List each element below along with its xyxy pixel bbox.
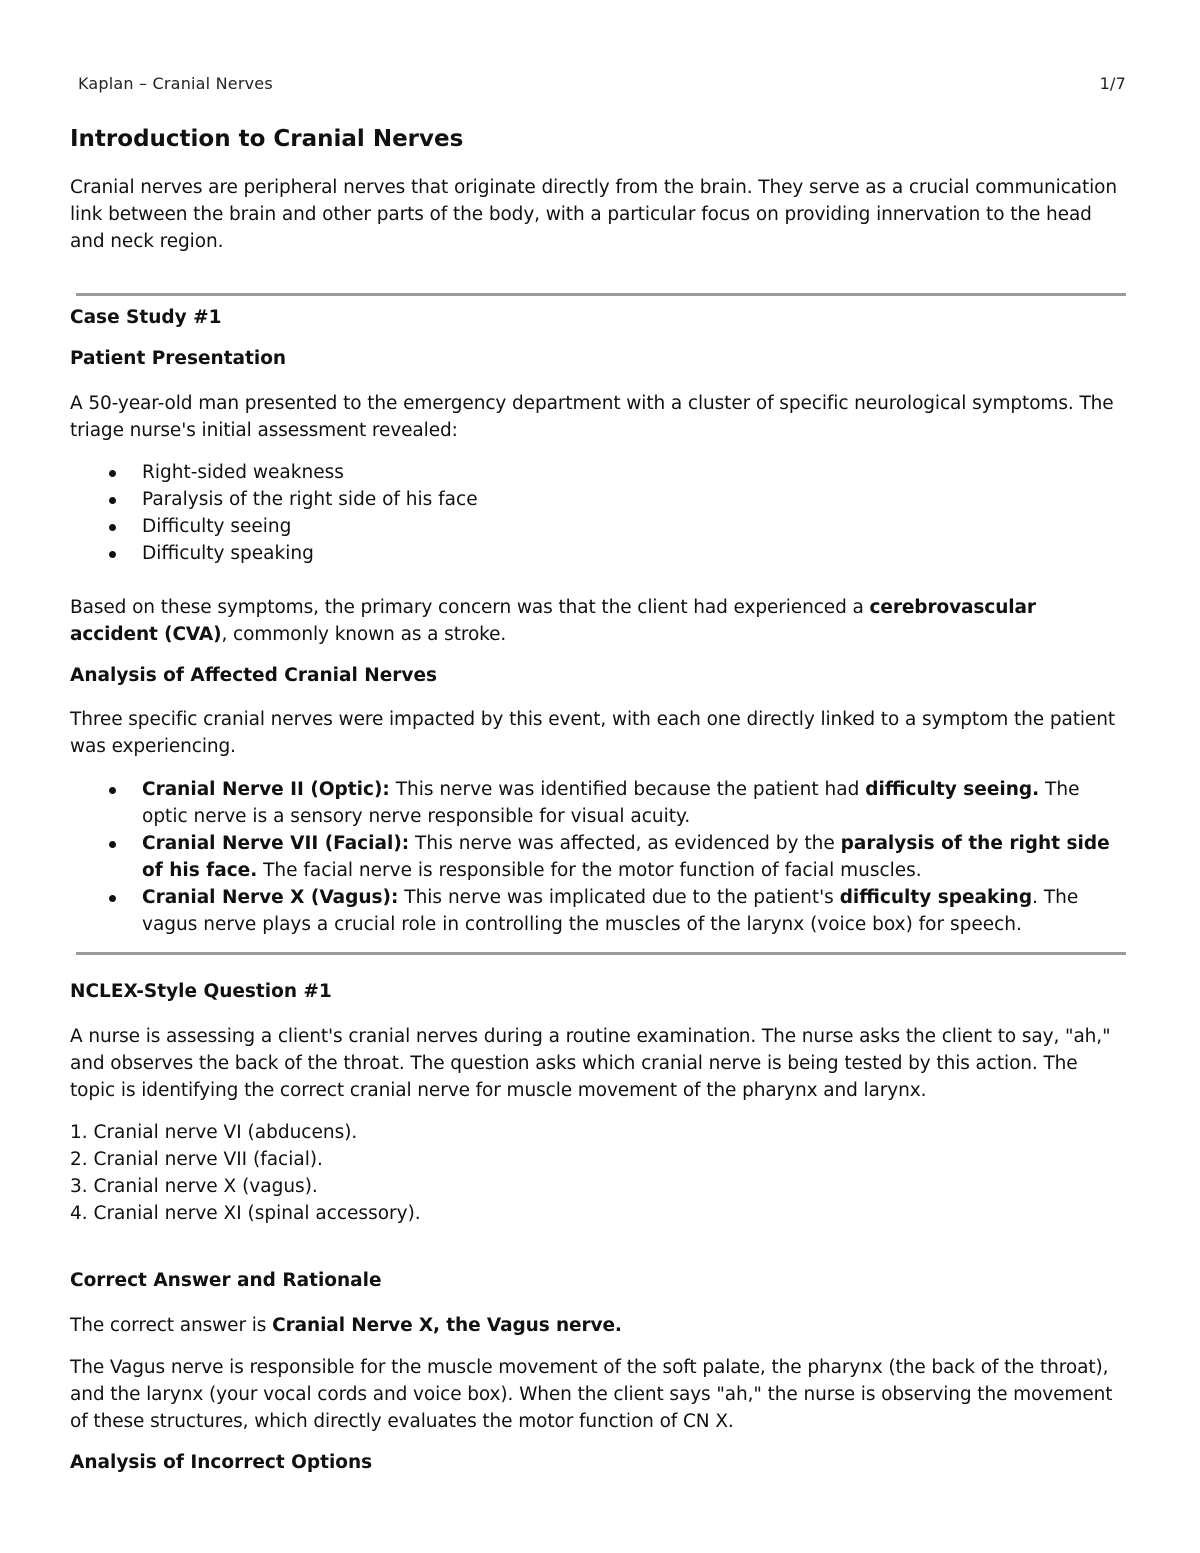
incorrect-options-heading: Analysis of Incorrect Options	[70, 1452, 373, 1473]
correct-answer-line: The correct answer is Cranial Nerve X, the Vagus nerve.	[70, 1315, 622, 1336]
nerve-list	[70, 776, 1126, 938]
bullet-icon	[109, 497, 116, 504]
header-doc-title: Kaplan – Cranial Nerves	[78, 74, 273, 93]
bullet-icon	[109, 470, 116, 477]
cva-term: cerebrovascular accident (CVA)	[70, 597, 1036, 645]
intro-paragraph: Cranial nerves are peripheral nerves that originate directly from the brain. They serve as a crucial communication link between the brain and other parts of the body, with a particular focus on providing innervation to the head and neck region.	[70, 177, 1117, 252]
header-page-number: 1/7	[1099, 74, 1126, 93]
section-divider	[76, 293, 1126, 296]
rationale-paragraph: The Vagus nerve is responsible for the muscle movement of the soft palate, the pharynx (the back of the throat), and the larynx (your vocal cords and voice box). When the client says "ah," the nurse is observing the movement of these structures, which directly evaluates the motor function of CN X.	[70, 1357, 1113, 1432]
case-study-heading: Case Study #1	[70, 307, 222, 328]
bullet-icon	[109, 841, 116, 848]
list-item: Cranial Nerve VII (Facial): This nerve was affected, as evidenced by the paralysis of the right side of his face. The facial nerve is responsible for the motor function of facial muscles.	[70, 830, 1126, 884]
question-heading: NCLEX-Style Question #1	[70, 981, 332, 1002]
bullet-icon	[109, 551, 116, 558]
list-item: Right-sided weakness	[70, 459, 1126, 486]
option-item: 4. Cranial nerve XI (spinal accessory).	[70, 1203, 421, 1224]
option-item: 2. Cranial nerve VII (facial).	[70, 1149, 323, 1170]
section-divider	[76, 952, 1126, 955]
symptom-list	[70, 459, 1126, 567]
analysis-heading: Analysis of Affected Cranial Nerves	[70, 665, 438, 686]
list-item: Paralysis of the right side of his face	[70, 486, 1126, 513]
presentation-paragraph: A 50-year-old man presented to the emergency department with a cluster of specific neurological symptoms. The triage nurse's initial assessment revealed:	[70, 393, 1114, 441]
analysis-paragraph: Three specific cranial nerves were impacted by this event, with each one directly linked to a symptom the patient was experiencing.	[70, 709, 1115, 757]
answer-options	[70, 1119, 1126, 1227]
option-item: 3. Cranial nerve X (vagus).	[70, 1176, 318, 1197]
question-stem: A nurse is assessing a client's cranial nerves during a routine examination. The nurse asks the client to say, "ah," and observes the back of the throat. The question asks which cranial nerve is being tested by this action. The topic is identifying the correct cranial nerve for muscle movement of the pharynx and larynx.	[70, 1026, 1111, 1101]
list-item: Cranial Nerve X (Vagus): This nerve was implicated due to the patient's difficulty speaking. The vagus nerve plays a crucial role in controlling the muscles of the larynx (voice box) for speech.	[70, 884, 1126, 938]
page-header	[78, 74, 1126, 93]
list-item: Difficulty seeing	[70, 513, 1126, 540]
list-item: Cranial Nerve II (Optic): This nerve was identified because the patient had difficulty seeing. The optic nerve is a sensory nerve responsible for visual acuity.	[70, 776, 1126, 830]
concern-paragraph: Based on these symptoms, the primary concern was that the client had experienced a cerebrovascular accident (CVA), commonly known as a stroke.	[70, 597, 1036, 645]
patient-presentation-heading: Patient Presentation	[70, 348, 287, 369]
bullet-icon	[109, 524, 116, 531]
bullet-icon	[109, 787, 116, 794]
list-item: Difficulty speaking	[70, 540, 1126, 567]
page-title: Introduction to Cranial Nerves	[70, 126, 464, 152]
bullet-icon	[109, 895, 116, 902]
answer-heading: Correct Answer and Rationale	[70, 1270, 382, 1291]
option-item: 1. Cranial nerve VI (abducens).	[70, 1122, 358, 1143]
